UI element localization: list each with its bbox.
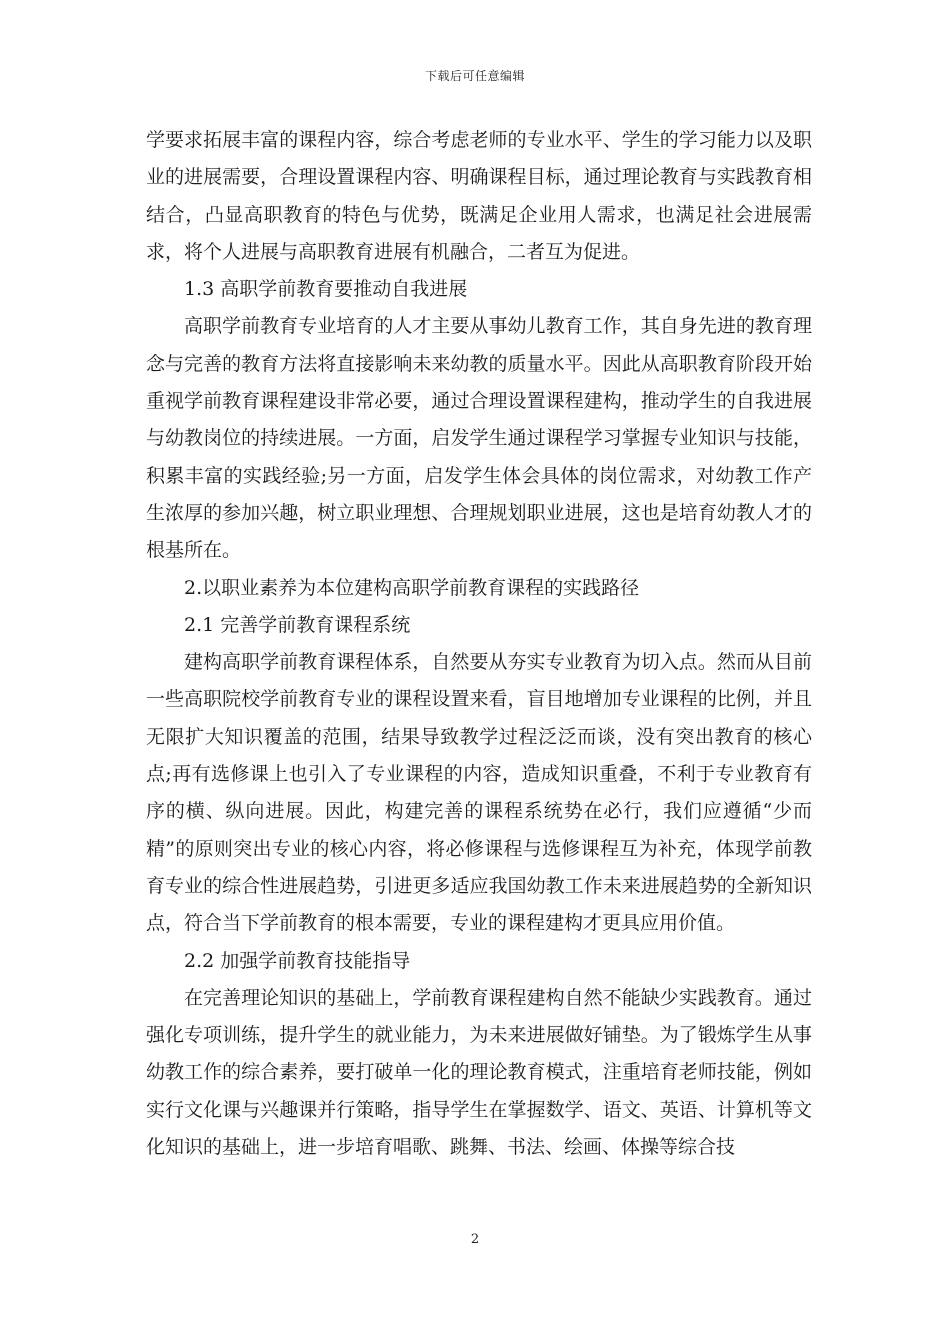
section-heading-2: 2.以职业素养为本位建构高职学前教育课程的实践路径 <box>184 576 640 599</box>
section-heading-2-2: 2.2 加强学前教育技能指导 <box>184 949 411 972</box>
body-text <box>146 122 812 1166</box>
section-heading-2-1: 2.1 完善学前教育课程系统 <box>184 613 411 636</box>
page-header: 下载后可任意编辑 <box>424 69 525 83</box>
paragraph-2-2-body: 在完善理论知识的基础上，学前教育课程建构自然不能缺少实践教育。通过强化专项训练，提升学生的就业能力，为未来进展做好铺垫。为了锻炼学生从事幼教工作的综合素养，要打破单一化的理论教育模式，注重培育老师技能，例如实行文化课与兴趣课并行策略，指导学生在掌握数学、语文、英语、计算机等文化知识的基础上，进一步培育唱歌、跳舞、书法、绘画、体操等综合技 <box>146 986 812 1159</box>
paragraph-continuation: 学要求拓展丰富的课程内容，综合考虑老师的专业水平、学生的学习能力以及职业的进展需要，合理设置课程内容、明确课程目标，通过理论教育与实践教育相结合，凸显高职教育的特色与优势，既满足企业用人需求，也满足社会进展需求，将个人进展与高职教育进展有机融合，二者互为促进。 <box>146 129 812 263</box>
paragraph-1-3-body: 高职学前教育专业培育的人才主要从事幼儿教育工作，其自身先进的教育理念与完善的教育方法将直接影响未来幼教的质量水平。因此从高职教育阶段开始重视学前教育课程建设非常必要，通过合理设置课程建构，推动学生的自我进展与幼教岗位的持续进展。一方面，启发学生通过课程学习掌握专业知识与技能，积累丰富的实践经验;另一方面，启发学生体会具体的岗位需求，对幼教工作产生浓厚的参加兴趣，树立职业理想、合理规划职业进展，这也是培育幼教人才的根基所在。 <box>146 315 812 562</box>
page-number: 2 <box>470 1232 480 1247</box>
paragraph-2-1-body: 建构高职学前教育课程体系，自然要从夯实专业教育为切入点。然而从目前一些高职院校学前教育专业的课程设置来看，盲目地增加专业课程的比例，并且无限扩大知识覆盖的范围，结果导致教学过程泛泛而谈，没有突出教育的核心点;再有选修课上也引入了专业课程的内容，造成知识重叠，不利于专业教育有序的横、纵向进展。因此，构建完善的课程系统势在必行，我们应遵循“少而精”的原则突出专业的核心内容，将必修课程与选修课程互为补充，体现学前教育专业的综合性进展趋势，引进更多适应我国幼教工作未来进展趋势的全新知识点，符合当下学前教育的根本需要，专业的课程建构才更具应用价值。 <box>146 651 812 935</box>
section-heading-1-3: 1.3 高职学前教育要推动自我进展 <box>184 278 468 301</box>
